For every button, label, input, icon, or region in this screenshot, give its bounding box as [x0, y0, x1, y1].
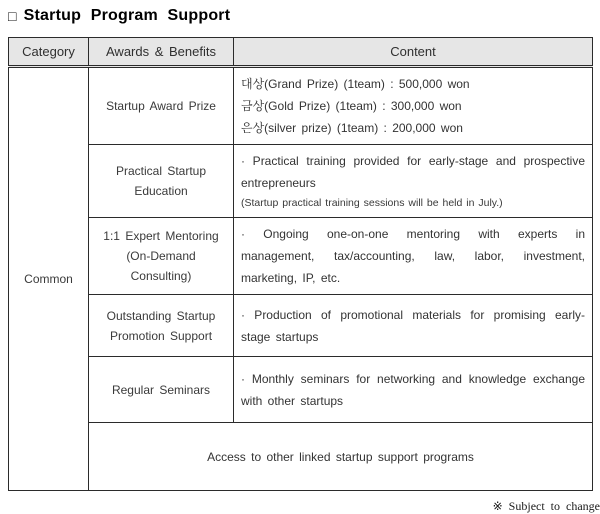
column-header-category: Category [9, 38, 89, 67]
column-header-awards: Awards & Benefits [89, 38, 234, 67]
page-title-text: Startup Program Support [23, 7, 231, 24]
content-text: · Production of promotional materials for promising early-stage startups [241, 307, 585, 344]
content-note: (Startup practical training sessions will be held in July.) [241, 197, 503, 209]
table-row [9, 357, 593, 423]
content-cell-practical-education [234, 145, 593, 218]
content-cell-regular-seminars [234, 357, 593, 423]
content-text: · Monthly seminars for networking and knowledge exchange with other startups [241, 371, 585, 408]
page-title [8, 7, 592, 25]
column-header-content: Content [234, 38, 593, 67]
prize-line-gold: 금상(Gold Prize) (1team) : 300,000 won [241, 99, 462, 113]
content-cell-expert-mentoring [234, 218, 593, 295]
table-row [9, 295, 593, 357]
content-cell-prizes [234, 67, 593, 145]
content-text: · Practical training provided for early-stage and prospective entrepreneurs [241, 154, 585, 190]
award-cell-regular-seminars: Regular Seminars [89, 357, 234, 423]
award-cell-expert-mentoring: 1:1 Expert Mentoring (On-Demand Consulting) [89, 218, 234, 295]
category-cell-common: Common [9, 67, 89, 491]
merged-cell-linked-programs: Access to other linked startup support programs [89, 423, 593, 491]
table-row [9, 67, 593, 145]
content-cell-promotion-support [234, 295, 593, 357]
award-cell-practical-education: Practical Startup Education [89, 145, 234, 218]
award-cell-startup-award-prize: Startup Award Prize [89, 67, 234, 145]
table-header-row [9, 38, 593, 67]
table-row [9, 423, 593, 491]
support-table [8, 37, 593, 491]
square-bullet-icon: □ [8, 8, 17, 24]
table-row [9, 145, 593, 218]
table-row [9, 218, 593, 295]
content-text: · Ongoing one-on-one mentoring with experts in management, tax/accounting, law, labor, investment, marketing, IP, etc. [241, 227, 585, 285]
prize-line-grand: 대상(Grand Prize) (1team) : 500,000 won [241, 77, 470, 91]
prize-line-silver: 은상(silver prize) (1team) : 200,000 won [241, 121, 463, 135]
award-cell-promotion-support: Outstanding Startup Promotion Support [89, 295, 234, 357]
subject-to-change-note: ※ Subject to change [492, 499, 600, 513]
